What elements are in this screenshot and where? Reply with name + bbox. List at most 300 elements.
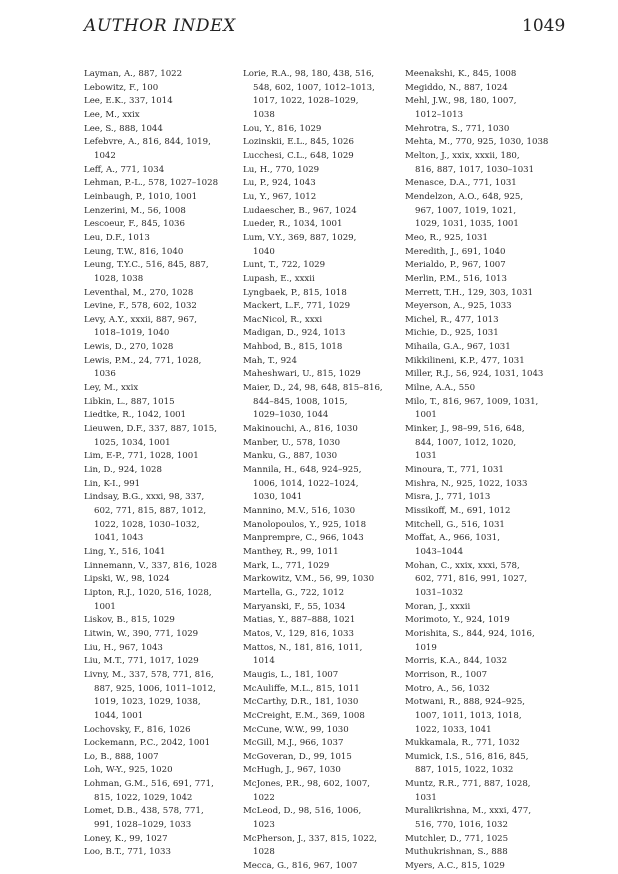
- entry-continuation: 1025, 1034, 1001: [94, 437, 171, 448]
- index-entry: [84, 95, 234, 109]
- entry-line: Milo, T., 816, 967, 1009, 1031,: [405, 396, 539, 407]
- index-entry: [84, 396, 234, 410]
- entry-line: Litwin, W., 390, 771, 1029: [84, 628, 199, 639]
- index-entry: [405, 327, 580, 341]
- entry-continuation: 887, 925, 1006, 1011–1012,: [94, 683, 216, 694]
- index-entry: [243, 355, 403, 369]
- index-entry: [243, 560, 403, 574]
- index-entry: [84, 573, 234, 587]
- entry-line: Leung, T.Y.C., 516, 845, 887,: [84, 260, 209, 271]
- index-entry: [243, 764, 403, 778]
- index-entry: [405, 314, 580, 328]
- entry-continuation: 1006, 1014, 1022–1024,: [253, 478, 359, 489]
- entry-line: Libkin, L., 887, 1015: [84, 396, 175, 407]
- entry-line: McAuliffe, M.L., 815, 1011: [243, 683, 360, 694]
- index-entry: [84, 205, 234, 219]
- index-entry: [243, 669, 403, 683]
- index-entry: [405, 519, 580, 533]
- entry-line: Liu, H., 967, 1043: [84, 642, 163, 653]
- index-entry: [84, 355, 234, 382]
- index-entry: [84, 164, 234, 178]
- entry-line: Loo, B.T., 771, 1033: [84, 847, 171, 858]
- entry-line: Lipski, W., 98, 1024: [84, 574, 170, 585]
- page-number: 1049: [522, 16, 566, 36]
- entry-line: Mitchell, G., 516, 1031: [405, 519, 505, 530]
- index-entry: [405, 464, 580, 478]
- index-entry: [405, 68, 580, 82]
- index-entry: [405, 273, 580, 287]
- entry-continuation: 1028: [253, 847, 275, 858]
- index-entry: [243, 628, 403, 642]
- index-entry: [405, 655, 580, 669]
- entry-line: Lefebvre, A., 816, 844, 1019,: [84, 137, 211, 148]
- index-entry: [405, 532, 580, 559]
- entry-line: Loney, K., 99, 1027: [84, 833, 168, 844]
- entry-line: McPherson, J., 337, 815, 1022,: [243, 833, 378, 844]
- entry-line: Lewis, D., 270, 1028: [84, 342, 174, 353]
- index-entry: [84, 751, 234, 765]
- entry-continuation: 1019, 1023, 1029, 1038,: [94, 697, 201, 708]
- entry-line: Merlin, P.M., 516, 1013: [405, 273, 507, 284]
- entry-line: Lucchesi, C.L., 648, 1029: [243, 150, 354, 161]
- index-entry: [405, 300, 580, 314]
- entry-line: Mannila, H., 648, 924–925,: [243, 465, 362, 476]
- entry-line: Megiddo, N., 887, 1024: [405, 82, 508, 93]
- entry-line: Liu, M.T., 771, 1017, 1029: [84, 656, 199, 667]
- index-entry: [84, 833, 234, 847]
- entry-line: McCune, W.W., 99, 1030: [243, 724, 349, 735]
- entry-line: Michel, R., 477, 1013: [405, 314, 499, 325]
- index-entry: [405, 177, 580, 191]
- index-entry: [243, 778, 403, 805]
- index-entry: [405, 669, 580, 683]
- entry-continuation: 516, 770, 1016, 1032: [415, 820, 508, 831]
- entry-line: Mumick, I.S., 516, 816, 845,: [405, 751, 529, 762]
- entry-line: Muntz, R.R., 771, 887, 1028,: [405, 779, 531, 790]
- entry-line: Liskov, B., 815, 1029: [84, 615, 175, 626]
- index-entry: [84, 546, 234, 560]
- index-entry: [84, 669, 234, 724]
- entry-continuation: 602, 771, 816, 991, 1027,: [415, 574, 528, 585]
- entry-continuation: 967, 1007, 1019, 1021,: [415, 205, 517, 216]
- entry-line: Mecca, G., 816, 967, 1007: [243, 861, 358, 872]
- entry-line: Lehman, P.-L., 578, 1027–1028: [84, 178, 219, 189]
- index-entry: [243, 437, 403, 451]
- entry-line: Lee, E.K., 337, 1014: [84, 96, 173, 107]
- index-entry: [243, 805, 403, 832]
- index-entry: [243, 327, 403, 341]
- index-entry: [243, 587, 403, 601]
- entry-line: Manolopoulos, Y., 925, 1018: [243, 519, 367, 530]
- index-entry: [405, 136, 580, 150]
- index-entry: [405, 82, 580, 96]
- index-entry: [405, 805, 580, 832]
- index-entry: [84, 232, 234, 246]
- index-entry: [405, 505, 580, 519]
- entry-line: Maheshwari, U., 815, 1029: [243, 369, 361, 380]
- entry-line: Mah, T., 924: [243, 355, 297, 366]
- index-entry: [405, 601, 580, 615]
- entry-line: Maryanski, F., 55, 1034: [243, 601, 346, 612]
- entry-line: Mark, L., 771, 1029: [243, 560, 330, 571]
- entry-line: Layman, A., 887, 1022: [84, 69, 183, 79]
- entry-continuation: 1001: [94, 601, 116, 612]
- entry-line: McGill, M.J., 966, 1037: [243, 738, 344, 749]
- entry-line: Mendelzon, A.O., 648, 925,: [405, 191, 524, 202]
- entry-line: McJones, P.R., 98, 602, 1007,: [243, 779, 371, 790]
- index-entry: [243, 232, 403, 259]
- entry-continuation: 815, 1022, 1029, 1042: [94, 792, 193, 803]
- entry-line: Makinouchi, A., 816, 1030: [243, 424, 358, 435]
- index-entry: [243, 833, 403, 860]
- entry-continuation: 1031: [415, 451, 437, 462]
- index-entry: [84, 628, 234, 642]
- index-entry: [84, 778, 234, 805]
- index-entry: [84, 191, 234, 205]
- index-entry: [84, 478, 234, 492]
- entry-continuation: 1043–1044: [415, 546, 464, 557]
- entry-continuation: 1029–1030, 1044: [253, 410, 329, 421]
- index-entry: [405, 846, 580, 860]
- entry-line: Myers, A.C., 815, 1029: [405, 861, 505, 872]
- index-entry: [243, 573, 403, 587]
- entry-line: Mohan, C., xxix, xxxi, 578,: [405, 560, 520, 571]
- entry-line: Meenakshi, K., 845, 1008: [405, 69, 517, 79]
- entry-line: Minoura, T., 771, 1031: [405, 465, 504, 476]
- entry-line: Liedtke, R., 1042, 1001: [84, 410, 187, 421]
- index-entry: [243, 423, 403, 437]
- index-entry: [243, 751, 403, 765]
- index-entry: [243, 273, 403, 287]
- entry-line: Lohman, G.M., 516, 691, 771,: [84, 779, 214, 790]
- entry-continuation: 1022: [253, 792, 275, 803]
- index-entry: [84, 464, 234, 478]
- entry-continuation: 887, 1015, 1022, 1032: [415, 765, 514, 776]
- entry-line: Muralikrishna, M., xxxi, 477,: [405, 806, 532, 817]
- entry-line: Matos, V., 129, 816, 1033: [243, 628, 354, 639]
- entry-line: Lyngbaek, P., 815, 1018: [243, 287, 347, 298]
- entry-line: Levy, A.Y., xxxii, 887, 967,: [84, 314, 198, 325]
- index-entry: [84, 136, 234, 163]
- entry-line: Leu, D.F., 1013: [84, 232, 150, 243]
- entry-line: Lunt, T., 722, 1029: [243, 260, 326, 271]
- index-entry: [243, 737, 403, 751]
- entry-line: Lupash, E., xxxii: [243, 273, 315, 284]
- index-entry: [84, 287, 234, 301]
- index-entry: [84, 246, 234, 260]
- index-entry: [405, 368, 580, 382]
- entry-continuation: 1040: [253, 246, 275, 257]
- entry-line: Lim, E-P., 771, 1028, 1001: [84, 451, 199, 462]
- entry-continuation: 816, 887, 1017, 1030–1031: [415, 164, 535, 175]
- entry-line: Moffat, A., 966, 1031,: [405, 533, 500, 544]
- index-entry: [405, 232, 580, 246]
- index-entry: [243, 341, 403, 355]
- entry-continuation: 1044, 1001: [94, 710, 144, 721]
- entry-continuation: 1031: [415, 792, 437, 803]
- entry-continuation: 1029, 1031, 1035, 1001: [415, 219, 519, 230]
- entry-continuation: 1030, 1041: [253, 492, 303, 503]
- index-entry: [405, 191, 580, 232]
- entry-line: Moran, J., xxxii: [405, 601, 471, 612]
- entry-line: Leventhal, M., 270, 1028: [84, 287, 194, 298]
- entry-line: Mannino, M.V., 516, 1030: [243, 506, 356, 516]
- entry-line: Mattos, N., 181, 816, 1011,: [243, 642, 363, 653]
- entry-continuation: 1012–1013: [415, 109, 464, 120]
- index-entry: [405, 150, 580, 177]
- entry-line: Lewis, P.M., 24, 771, 1028,: [84, 355, 202, 366]
- index-entry: [84, 450, 234, 464]
- entry-line: Morimoto, Y., 924, 1019: [405, 615, 510, 626]
- index-entry: [405, 614, 580, 628]
- entry-continuation: 1023: [253, 820, 275, 831]
- entry-line: Lu, H., 770, 1029: [243, 164, 320, 175]
- running-header-title: AUTHOR INDEX: [84, 16, 236, 36]
- index-entry: [405, 382, 580, 396]
- index-entry: [84, 409, 234, 423]
- index-entry: [405, 246, 580, 260]
- index-entry: [405, 287, 580, 301]
- index-entry: [405, 355, 580, 369]
- entry-line: Melton, J., xxix, xxxii, 180,: [405, 150, 520, 161]
- index-entry: [243, 519, 403, 533]
- entry-line: Lin, D., 924, 1028: [84, 465, 162, 476]
- entry-line: Mukkamala, R., 771, 1032: [405, 738, 520, 749]
- entry-line: McGoveran, D., 99, 1015: [243, 751, 352, 762]
- index-entry: [84, 846, 234, 860]
- index-entry: [84, 82, 234, 96]
- index-entry: [405, 860, 580, 874]
- entry-line: Manku, G., 887, 1030: [243, 451, 338, 462]
- entry-line: Lee, S., 888, 1044: [84, 123, 163, 134]
- entry-line: Morris, K.A., 844, 1032: [405, 656, 508, 667]
- entry-line: Mackert, L.F., 771, 1029: [243, 301, 351, 312]
- index-entry: [405, 628, 580, 655]
- index-entry: [84, 109, 234, 123]
- entry-line: Morrison, R., 1007: [405, 669, 488, 680]
- entry-line: MacNicol, R., xxxi: [243, 314, 323, 325]
- index-entry: [405, 259, 580, 273]
- entry-line: Lu, Y., 967, 1012: [243, 191, 317, 202]
- index-entry: [84, 259, 234, 286]
- entry-line: Lochovsky, F., 816, 1026: [84, 724, 191, 735]
- entry-line: McLeod, D., 98, 516, 1006,: [243, 806, 362, 817]
- index-entry: [84, 724, 234, 738]
- index-column-1: [84, 68, 234, 860]
- entry-line: Lou, Y., 816, 1029: [243, 123, 322, 134]
- entry-line: Lipton, R.J., 1020, 516, 1028,: [84, 587, 212, 598]
- index-entry: [84, 382, 234, 396]
- entry-line: Loh, W-Y., 925, 1020: [84, 765, 173, 776]
- entry-line: Milne, A.A., 550: [405, 383, 476, 394]
- entry-line: Lieuwen, D.F., 337, 887, 1015,: [84, 424, 217, 435]
- entry-line: Lo, B., 888, 1007: [84, 751, 159, 762]
- entry-line: Mishra, N., 925, 1022, 1033: [405, 478, 528, 489]
- index-entry: [405, 95, 580, 122]
- entry-line: Levine, F., 578, 602, 1032: [84, 301, 197, 312]
- entry-line: Mehrotra, S., 771, 1030: [405, 123, 510, 134]
- index-entry: [84, 587, 234, 614]
- entry-line: Lu, P., 924, 1043: [243, 178, 316, 189]
- entry-line: Menasce, D.A., 771, 1031: [405, 178, 517, 189]
- entry-line: Mihaila, G.A., 967, 1031: [405, 342, 511, 353]
- index-entry: [405, 396, 580, 423]
- index-entry: [243, 136, 403, 150]
- index-entry: [243, 123, 403, 137]
- entry-line: Ley, M., xxix: [84, 383, 139, 394]
- index-entry: [405, 478, 580, 492]
- entry-line: Motro, A., 56, 1032: [405, 683, 490, 694]
- entry-line: Merrett, T.H., 129, 303, 1031: [405, 287, 534, 298]
- index-entry: [405, 341, 580, 355]
- index-entry: [405, 683, 580, 697]
- index-entry: [243, 382, 403, 423]
- entry-line: Lueder, R., 1034, 1001: [243, 219, 343, 230]
- entry-line: Livny, M., 337, 578, 771, 816,: [84, 669, 214, 680]
- index-entry: [84, 341, 234, 355]
- index-entry: [84, 123, 234, 137]
- entry-line: Maugis, L., 181, 1007: [243, 669, 339, 680]
- entry-line: Mikkilineni, K.P., 477, 1031: [405, 355, 525, 366]
- index-entry: [405, 123, 580, 137]
- index-entry: [243, 696, 403, 710]
- entry-continuation: 548, 602, 1007, 1012–1013,: [253, 82, 375, 93]
- index-entry: [84, 314, 234, 341]
- entry-line: Lozinskii, E.L., 845, 1026: [243, 137, 354, 148]
- index-entry: [405, 751, 580, 778]
- entry-line: Leff, A., 771, 1034: [84, 164, 165, 175]
- entry-line: Morishita, S., 844, 924, 1016,: [405, 628, 535, 639]
- index-entry: [243, 218, 403, 232]
- index-entry: [243, 300, 403, 314]
- index-entry: [405, 833, 580, 847]
- index-entry: [84, 655, 234, 669]
- entry-line: Manthey, R., 99, 1011: [243, 546, 339, 557]
- entry-line: Madigan, D., 924, 1013: [243, 328, 346, 339]
- index-entry: [84, 218, 234, 232]
- entry-line: Ling, Y., 516, 1041: [84, 546, 166, 557]
- index-entry: [243, 164, 403, 178]
- index-entry: [243, 450, 403, 464]
- entry-line: Mahbod, B., 815, 1018: [243, 342, 343, 353]
- entry-continuation: 844, 1007, 1012, 1020,: [415, 437, 517, 448]
- entry-line: Meredith, J., 691, 1040: [405, 246, 506, 257]
- entry-line: Martella, G., 722, 1012: [243, 587, 345, 598]
- index-entry: [243, 177, 403, 191]
- index-entry: [405, 737, 580, 751]
- index-entry: [84, 68, 234, 82]
- entry-line: Motwani, R., 888, 924–925,: [405, 697, 526, 708]
- index-entry: [243, 505, 403, 519]
- index-entry: [243, 205, 403, 219]
- entry-line: Missikoff, M., 691, 1012: [405, 506, 511, 516]
- entry-line: Muthukrishnan, S., 888: [405, 847, 508, 858]
- index-entry: [405, 423, 580, 464]
- index-entry: [84, 764, 234, 778]
- entry-continuation: 1022, 1033, 1041: [415, 724, 492, 735]
- entry-line: Lin, K-I., 991: [84, 478, 141, 489]
- entry-continuation: 1001: [415, 410, 437, 421]
- index-entry: [84, 737, 234, 751]
- entry-line: Lum, V.Y., 369, 887, 1029,: [243, 232, 357, 243]
- index-column-2: [243, 68, 403, 874]
- index-entry: [243, 191, 403, 205]
- index-entry: [405, 491, 580, 505]
- entry-line: Lockemann, P.C., 2042, 1001: [84, 738, 211, 749]
- entry-line: Ludaescher, B., 967, 1024: [243, 205, 357, 216]
- entry-line: Markowitz, V.M., 56, 99, 1030: [243, 574, 375, 585]
- index-entry: [243, 314, 403, 328]
- entry-line: Leung, T.W., 816, 1040: [84, 246, 184, 257]
- index-entry: [84, 423, 234, 450]
- entry-line: Linnemann, V., 337, 816, 1028: [84, 560, 217, 571]
- index-entry: [243, 683, 403, 697]
- index-entry: [243, 532, 403, 546]
- index-entry: [243, 368, 403, 382]
- index-entry: [243, 150, 403, 164]
- entry-continuation: 1017, 1022, 1028–1029,: [253, 96, 359, 107]
- entry-continuation: 1022, 1028, 1030–1032,: [94, 519, 200, 530]
- index-entry: [243, 860, 403, 874]
- index-entry: [243, 614, 403, 628]
- index-entry: [84, 560, 234, 574]
- index-entry: [243, 287, 403, 301]
- index-entry: [243, 642, 403, 669]
- entry-continuation: 1018–1019, 1040: [94, 328, 170, 339]
- entry-continuation: 1042: [94, 150, 116, 161]
- index-entry: [405, 560, 580, 601]
- index-column-3: [405, 68, 580, 874]
- entry-line: Matias, Y., 887–888, 1021: [243, 615, 356, 626]
- entry-line: Minker, J., 98–99, 516, 648,: [405, 424, 525, 435]
- entry-line: Maier, D., 24, 98, 648, 815–816,: [243, 383, 383, 394]
- index-entry: [84, 805, 234, 832]
- entry-line: Lenzerini, M., 56, 1008: [84, 205, 186, 216]
- entry-line: Merialdo, P., 967, 1007: [405, 260, 506, 271]
- entry-line: Meo, R., 925, 1031: [405, 232, 488, 243]
- index-entry: [243, 68, 403, 123]
- entry-line: Meyerson, A., 925, 1033: [405, 301, 512, 312]
- index-entry: [84, 642, 234, 656]
- entry-continuation: 1007, 1011, 1013, 1018,: [415, 710, 522, 721]
- entry-continuation: 1031–1032: [415, 587, 464, 598]
- index-entry: [243, 546, 403, 560]
- index-entry: [243, 464, 403, 505]
- entry-line: Michie, D., 925, 1031: [405, 328, 499, 339]
- entry-continuation: 1036: [94, 369, 116, 380]
- entry-line: McCreight, E.M., 369, 1008: [243, 710, 365, 721]
- entry-continuation: 602, 771, 815, 887, 1012,: [94, 506, 207, 516]
- index-entry: [243, 601, 403, 615]
- entry-line: Leinbaugh, P., 1010, 1001: [84, 191, 198, 202]
- entry-line: Lee, M., xxix: [84, 109, 140, 120]
- entry-line: Mehta, M., 770, 925, 1030, 1038: [405, 137, 549, 148]
- entry-line: Manprempre, C., 966, 1043: [243, 533, 364, 544]
- entry-line: Lorie, R.A., 98, 180, 438, 516,: [243, 69, 375, 79]
- index-entry: [84, 300, 234, 314]
- entry-continuation: 1028, 1038: [94, 273, 144, 284]
- index-entry: [84, 177, 234, 191]
- entry-continuation: 1041, 1043: [94, 533, 144, 544]
- entry-line: Lescoeur, F., 845, 1036: [84, 219, 185, 230]
- entry-line: McHugh, J., 967, 1030: [243, 765, 341, 776]
- index-entry: [243, 259, 403, 273]
- entry-continuation: 1019: [415, 642, 437, 653]
- index-entry: [405, 696, 580, 737]
- entry-line: Miller, R.J., 56, 924, 1031, 1043: [405, 369, 544, 380]
- entry-line: Manber, U., 578, 1030: [243, 437, 341, 448]
- entry-continuation: 1014: [253, 656, 275, 667]
